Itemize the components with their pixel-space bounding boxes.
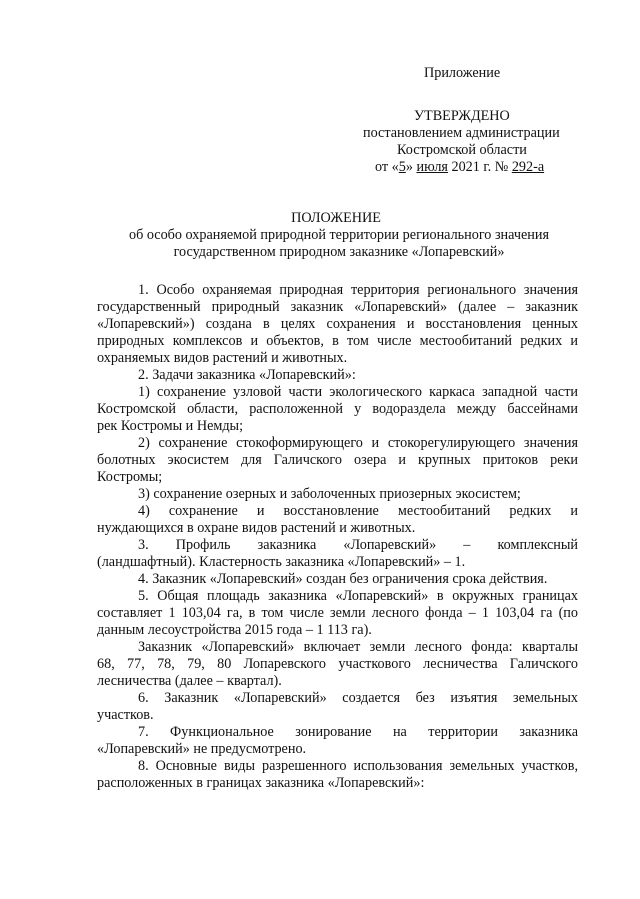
- body-line: 3) сохранение озерных и заболоченных приозерных экосистем;: [138, 486, 521, 502]
- decree-date-line: [375, 159, 544, 177]
- region-line: Костромской области: [397, 142, 527, 158]
- body-line: данным лесоустройства 2015 года – 1 113 га).: [97, 622, 372, 638]
- body-line: болотных экосистем для Галичского озера и крупных притоков реки: [97, 452, 578, 468]
- body-line: 2) сохранение стокоформирующего и стокорегулирующего значения: [138, 435, 578, 451]
- body-line: 4) сохранение и восстановление местообитаний редких и: [138, 503, 578, 519]
- body-line: 4. Заказник «Лопаревский» создан без ограничения срока действия.: [138, 571, 548, 587]
- body-line: рек Костромы и Немды;: [97, 418, 244, 434]
- date-mid: »: [405, 159, 417, 175]
- body-line: природных комплексов и объектов, в том числе местообитаний редких и: [97, 333, 578, 349]
- body-line: охраняемых видов растений и животных.: [97, 350, 348, 366]
- body-line: «Лопаревский») создана в целях сохранения и восстановления ценных: [97, 316, 578, 332]
- body-line: 2. Задачи заказника «Лопаревский»:: [138, 367, 356, 383]
- approved-stamp-text: УТВЕРЖДЕНО: [414, 108, 510, 124]
- body-line: (ландшафтный). Кластерность заказника «Лопаревский» – 1.: [97, 554, 466, 570]
- body-line: Костромы;: [97, 469, 163, 485]
- document-subtitle-2: государственном природном заказнике «Лопаревский»: [173, 244, 505, 260]
- body-line: государственный природный заказник «Лопаревский» (далее – заказник: [97, 299, 578, 315]
- body-line: Заказник «Лопаревский» включает земли лесного фонда: кварталы: [138, 639, 578, 655]
- body-line: «Лопаревский» не предусмотрено.: [97, 741, 307, 757]
- body-line: 6. Заказник «Лопаревский» создается без изъятия земельных: [138, 690, 578, 706]
- date-prefix: от «: [375, 159, 399, 175]
- date-number: 292-а: [511, 159, 545, 175]
- body-line: 1) сохранение узловой части экологического каркаса западной части: [138, 384, 578, 400]
- body-line: нуждающихся в охране видов растений и животных.: [97, 520, 416, 536]
- body-line: 8. Основные виды разрешенного использования земельных участков,: [138, 758, 578, 774]
- body-line: 68, 77, 78, 79, 80 Лопаревского участкового лесничества Галичского: [97, 656, 578, 672]
- body-line: лесничества (далее – квартал).: [97, 673, 282, 689]
- body-line: 1. Особо охраняемая природная территория регионального значения: [138, 282, 578, 298]
- body-line: 3. Профиль заказника «Лопаревский» – комплексный: [138, 537, 578, 553]
- date-year: 2021 г. №: [447, 159, 512, 175]
- document-subtitle-1: об особо охраняемой природной территории регионального значения: [128, 227, 550, 243]
- body-line: составляет 1 103,04 га, в том числе земли лесного фонда – 1 103,04 га (по: [97, 605, 578, 621]
- body-line: 7. Функциональное зонирование на территории заказника: [138, 724, 578, 740]
- body-line: расположенных в границах заказника «Лопаревский»:: [97, 775, 425, 791]
- date-day: 5: [398, 159, 406, 175]
- appendix-label: Приложение: [424, 65, 501, 81]
- body-line: Костромской области, расположенной у водораздела между бассейнами: [97, 401, 578, 417]
- decree-line: постановлением администрации: [363, 125, 560, 141]
- date-month: июля: [416, 159, 448, 175]
- document-title: ПОЛОЖЕНИЕ: [291, 210, 381, 226]
- body-line: 5. Общая площадь заказника «Лопаревский» в окружных границах: [138, 588, 578, 604]
- body-line: участков.: [97, 707, 154, 723]
